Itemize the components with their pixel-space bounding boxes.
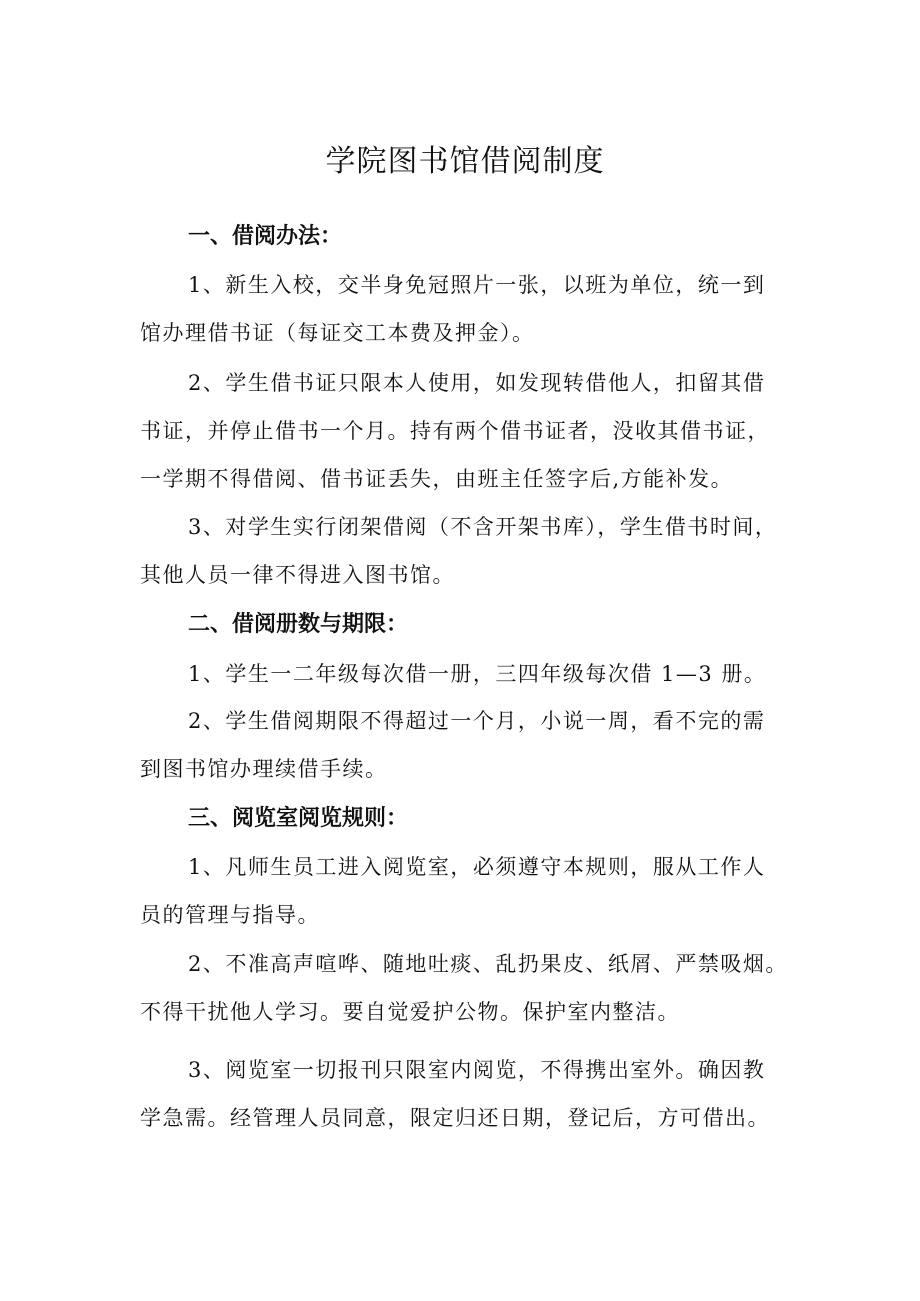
paragraph: 2、学生借书证只限本人使用，如发现转借他人，扣留其借 书证，并停止借书一个月。持有两个借书证者，没收其借书证， 一学期不得借阅、借书证丢失，由班主任签字后,方能补发。 [140,371,770,491]
paragraph: 3、对学生实行闭架借阅（不含开架书库），学生借书时间， 其他人员一律不得进入图书馆。 [140,515,778,587]
paragraph: 3、阅览室一切报刊只限室内阅览，不得携出室外。确因教 学急需。经管理人员同意，限定归还日期，登记后，方可借出。 [140,1058,770,1130]
section-heading: 二、借阅册数与期限： [188,612,409,637]
document-title: 学院图书馆借阅制度 [325,144,605,179]
paragraph: 2、学生借阅期限不得超过一个月，小说一周，看不完的需 到图书馆办理续借手续。 [140,709,766,781]
paragraph: 1、凡师生员工进入阅览室，必须遵守本规则，服从工作人 员的管理与指导。 [140,855,766,927]
paragraph: 1、新生入校，交半身免冠照片一张，以班为单位，统一到 馆办理借书证（每证交工本费及押金）。 [140,273,766,345]
paragraph: 2、不准高声喧哗、随地吐痰、乱扔果皮、纸屑、严禁吸烟。 不得干扰他人学习。要自觉爱护公物。保护室内整洁。 [140,952,788,1024]
section-heading: 三、阅览室阅览规则： [188,806,409,831]
section-heading: 一、借阅办法： [188,224,343,249]
paragraph: 1、学生一二年级每次借一册，三四年级每次借 1—3 册。 [188,662,767,686]
